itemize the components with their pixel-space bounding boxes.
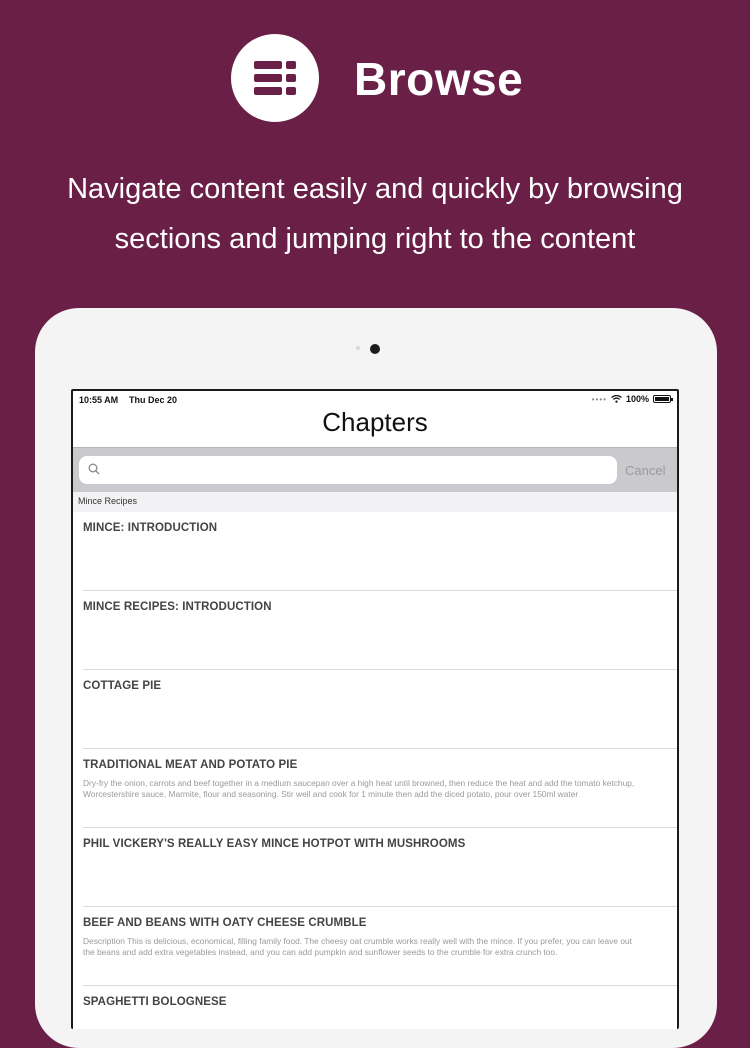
promo-title: Browse: [354, 53, 524, 105]
camera-icon: [370, 344, 380, 354]
section-header-label: Mince Recipes: [78, 496, 138, 506]
section-header: [73, 492, 677, 512]
chapter-description: Description This is delicious, economical, filling family food. The cheesy oat crumble works really well with the mince. If you prefer, you can leave out the beans and add extra vegetables instead, and you can add pumpkin and sunflower seeds to the crumble for extra crunch too.: [83, 936, 632, 957]
battery-icon: [653, 395, 671, 403]
tablet-screen: [71, 389, 679, 1029]
chapter-row[interactable]: [83, 907, 677, 986]
page-title: Chapters: [322, 407, 428, 437]
status-date: Thu Dec 20: [129, 395, 178, 405]
chapter-row[interactable]: [83, 986, 677, 1029]
browse-logo: [231, 34, 319, 122]
chapter-row[interactable]: [83, 512, 677, 591]
status-time: 10:55 AM: [79, 395, 119, 405]
chapter-row[interactable]: [83, 749, 677, 828]
chapter-title: MINCE: INTRODUCTION: [83, 522, 218, 534]
chapter-description: Dry-fry the onion, carrots and beef together in a medium saucepan over a high heat until browned, then reduce the heat and add the tomato ketchup, Worcestershire sauce, Marmite, flour and seasoning. Stir well and cook for 1 minute then add the diced potato, pour over 150ml water: [83, 778, 635, 799]
chapter-row[interactable]: [83, 591, 677, 670]
chapter-title: COTTAGE PIE: [83, 680, 162, 692]
app-screen: [73, 391, 677, 1029]
chapter-row[interactable]: [83, 670, 677, 749]
search-field[interactable]: [79, 456, 617, 484]
search-bar: [73, 447, 677, 493]
signal-dots-icon: ••••: [591, 394, 607, 404]
chapter-title: BEEF AND BEANS WITH OATY CHEESE CRUMBLE: [83, 917, 367, 929]
chapter-row[interactable]: [83, 828, 677, 907]
search-icon: [88, 463, 100, 475]
chapter-list: [73, 512, 677, 1029]
status-indicators: [592, 394, 671, 404]
cancel-button[interactable]: Cancel: [625, 463, 666, 478]
list-icon: [252, 59, 298, 97]
battery-percent: 100%: [625, 394, 649, 404]
chapter-title: MINCE RECIPES: INTRODUCTION: [83, 601, 272, 613]
chapter-title: SPAGHETTI BOLOGNESE: [83, 996, 227, 1008]
search-input[interactable]: [105, 459, 609, 483]
chapter-title: PHIL VICKERY'S REALLY EASY MINCE HOTPOT WITH MUSHROOMS: [83, 838, 466, 850]
promo-subtitle-line-1: Navigate content easily and quickly by browsing: [67, 173, 683, 205]
tablet-frame: [35, 308, 717, 1048]
wifi-icon: [611, 395, 622, 403]
sensor-dot: [356, 346, 360, 350]
promo-subtitle: [20, 164, 730, 264]
chapter-title: TRADITIONAL MEAT AND POTATO PIE: [83, 759, 298, 771]
promo-subtitle-line-2: sections and jumping right to the content: [114, 223, 636, 255]
